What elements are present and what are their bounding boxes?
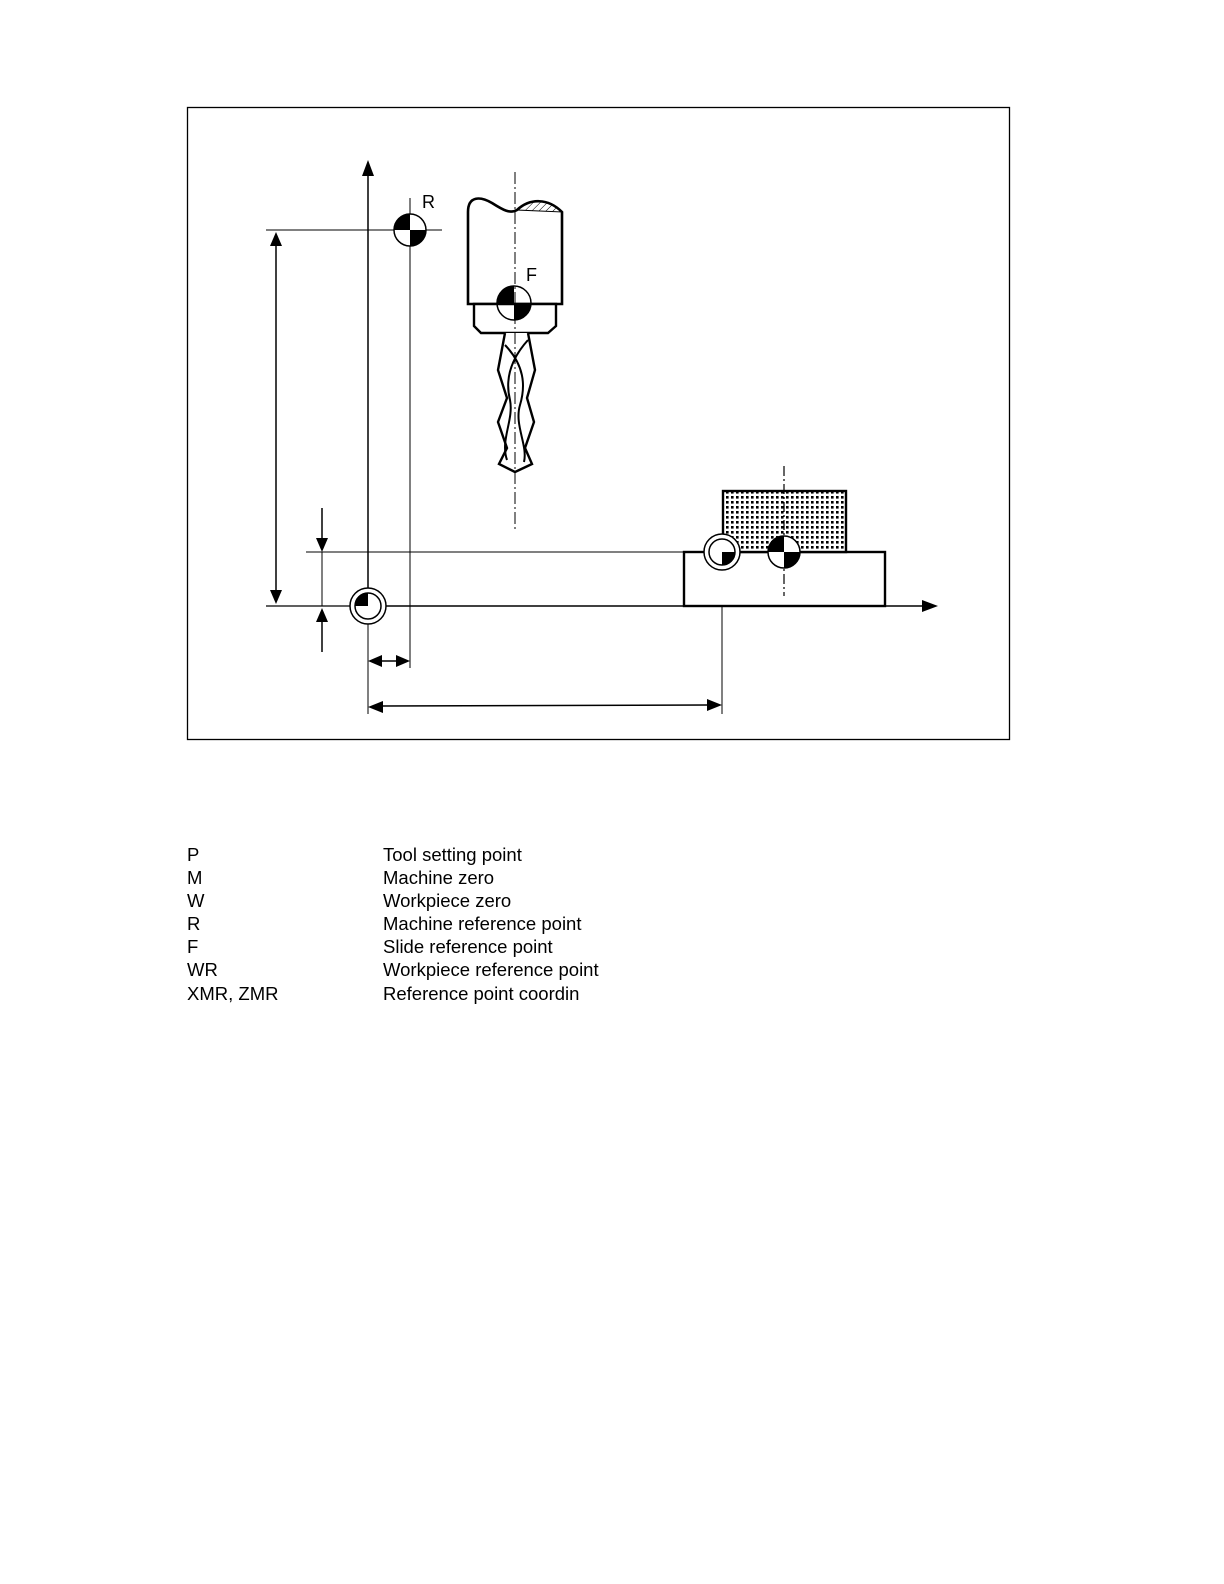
legend-code: P [187, 844, 200, 865]
legend-description: Workpiece zero [383, 890, 512, 912]
workpiece-reference-point-symbol [704, 534, 740, 570]
tool-spindle [468, 172, 562, 530]
label-f: F [526, 265, 537, 285]
zmr-dimension [270, 232, 282, 604]
legend-code: R [187, 913, 201, 935]
machine-zero-symbol [350, 588, 386, 624]
legend-code: XMR, ZMR [187, 982, 279, 1004]
legend-description: Reference point coordin [383, 982, 580, 1004]
diagram-frame [188, 108, 1010, 740]
legend-code: WR [187, 959, 218, 981]
legend-code: W [187, 890, 205, 912]
legend-description: Machine reference point [383, 913, 582, 935]
workpiece-zero-symbol [768, 536, 800, 568]
legend-description: Tool setting point [383, 844, 522, 865]
reference-point-r-symbol [394, 214, 426, 246]
legend-description: Machine zero [383, 867, 495, 889]
legend-description: Workpiece reference point [383, 959, 599, 981]
workpiece-distance-dimension [368, 552, 722, 714]
legend-description: Slide reference point [383, 936, 553, 958]
label-r: R [422, 192, 435, 212]
machine-axes [362, 160, 938, 612]
reference-points-diagram [0, 0, 1224, 780]
legend-code: F [187, 936, 199, 958]
slide-reference-point-f-symbol [497, 286, 531, 320]
legend-code: M [187, 867, 203, 889]
